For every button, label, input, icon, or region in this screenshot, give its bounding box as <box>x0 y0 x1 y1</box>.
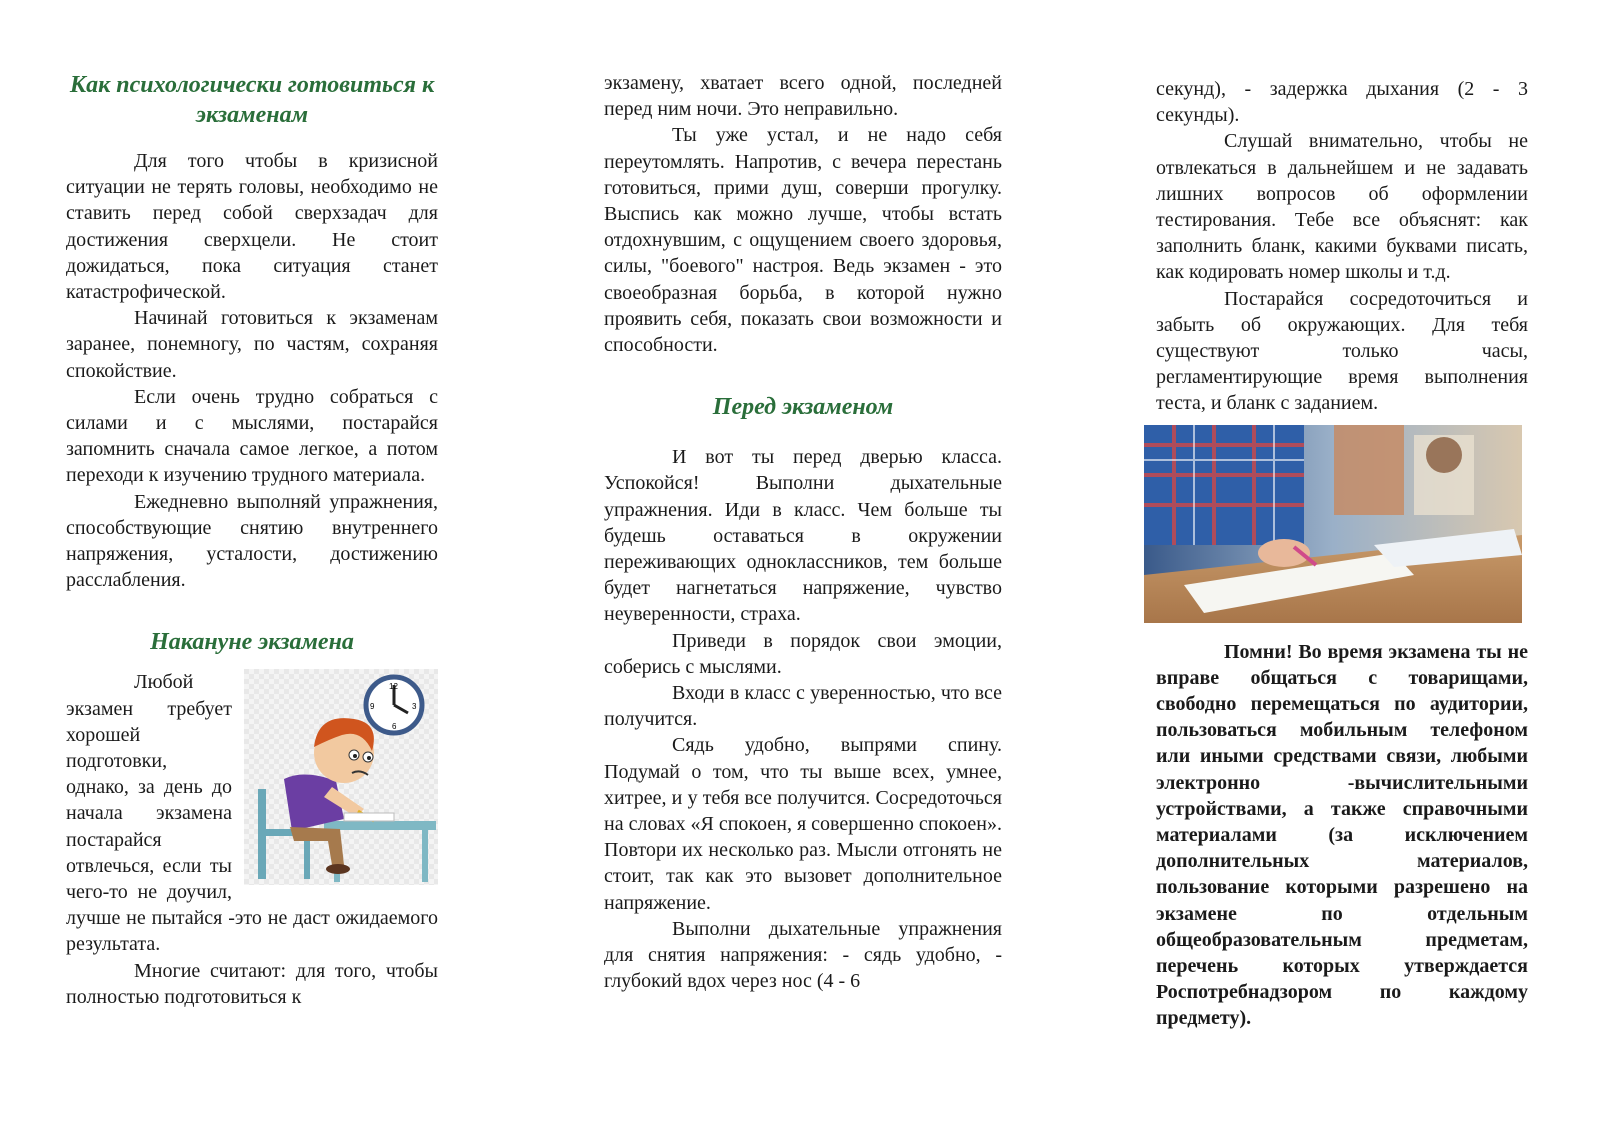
heading-eve-of-exam: Накануне экзамена <box>150 629 354 656</box>
svg-text:12: 12 <box>389 682 398 692</box>
paragraph: Входи в класс с уверенностью, что все получится. <box>604 682 1002 731</box>
paragraph: Выполни дыхательные упражнения для снятия напряжения: - сядь удобно, - глубокий вдох через нос (4 - 6 <box>604 917 1002 993</box>
reminder-paragraph: Помни! Во время экзамена ты не вправе общаться с товарищами, свободно перемещаться по аудитории, пользоваться мобильным телефоном или иными средствами связи, любыми электронно -вычислительными устройствами, а также справочными материалами (за исключением дополнительных материалов, пользование которыми разрешено на экзамене по отдельным общеобразовательным предметам, перечень которых утверждается Роспотребнадзором по каждому предмету). <box>1156 640 1528 1030</box>
boy-clock-illustration <box>244 669 438 885</box>
paragraph: Если очень трудно собраться с силами и с мыслями, постарайся запомнить сначала самое легкое, а потом переходи к изучению трудного материала. <box>66 385 438 487</box>
svg-text:6: 6 <box>392 722 397 732</box>
paragraph: Для того чтобы в кризисной ситуации не терять головы, необходимо не ставить перед собой сверхзадач для достижения сверхцели. Не стоит дожидаться, пока ситуация станет катастрофической. <box>66 150 438 304</box>
paragraph: И вот ты перед дверью класса. Успокойся! Выполни дыхательные упражнения. Иди в класс. Чем больше ты будешь оставаться в окружении переживающих одноклассников, тем больше будет нагнетаться напряжение, чувство неуверенности, страха. <box>604 446 1002 626</box>
column-2 <box>604 70 1002 995</box>
paragraph: Слушай внимательно, чтобы не отвлекаться в дальнейшем и не задавать лишних вопросов об оформлении тестирования. Тебе все объяснят: как заполнить бланк, какими буквами писать, как кодировать номер школы и т.д. <box>1156 130 1528 284</box>
heading-before-exam: Перед экзаменом <box>712 394 894 421</box>
column-1 <box>66 62 438 1010</box>
paragraph: Приведи в порядок свои эмоции, соберись с мыслями. <box>604 629 1002 678</box>
paragraph: Постарайся сосредоточиться и забыть об окружающих. Для тебя существуют только часы, регламентирующие время выполнения теста, и бланк с заданием. <box>1156 287 1528 415</box>
svg-text:9: 9 <box>370 702 375 712</box>
paragraph: Любой экзамен требует хорошей подготовки, однако, за день до начала экзамена постарайся отвлечься, если ты чего-то не доучил, лучше не пытайся -это не даст ожидаемого результата. <box>66 671 438 956</box>
heading-how-to-prepare: Как психологически готовиться к экзаменам <box>69 72 435 128</box>
students-exam-photo <box>1144 425 1522 623</box>
paragraph: Начинай готовиться к экзаменам заранее, понемногу, по частям, сохраняя спокойствие. <box>66 307 438 382</box>
paragraph: Сядь удобно, выпрями спину. Подумай о том, что ты выше всех, умнее, хитрее, и у тебя все получится. Сосредоточься на словах «Я спокоен, я совершенно спокоен». Повтори их несколько раз. Мысли отгонять не стоит, так как это вызовет дополнительное напряжение. <box>604 734 1003 914</box>
paragraph: экзамену, хватает всего одной, последней перед ним ночи. Это неправильно. <box>604 72 1002 121</box>
svg-text:3: 3 <box>412 702 417 712</box>
paragraph: Ежедневно выполняй упражнения, способствующие снятию внутреннего напряжения, усталости, достижению расслабления. <box>66 490 438 592</box>
paragraph: Многие считают: для того, чтобы полностью подготовиться к <box>66 959 438 1008</box>
paragraph: секунд), - задержка дыхания (2 - 3 секунды). <box>1156 78 1528 127</box>
paragraph: Ты уже устал, и не надо себя переутомлять. Напротив, с вечера перестань готовиться, прими душ, соверши прогулку. Выспись как можно лучше, чтобы встать отдохнувшим, с ощущением своего здоровья, силы, "боевого" настроя. Ведь экзамен - это своеобразная борьба, в которой нужно проявить себя, показать свои возможности и способности. <box>604 124 1002 357</box>
column-3 <box>1156 76 1528 1032</box>
